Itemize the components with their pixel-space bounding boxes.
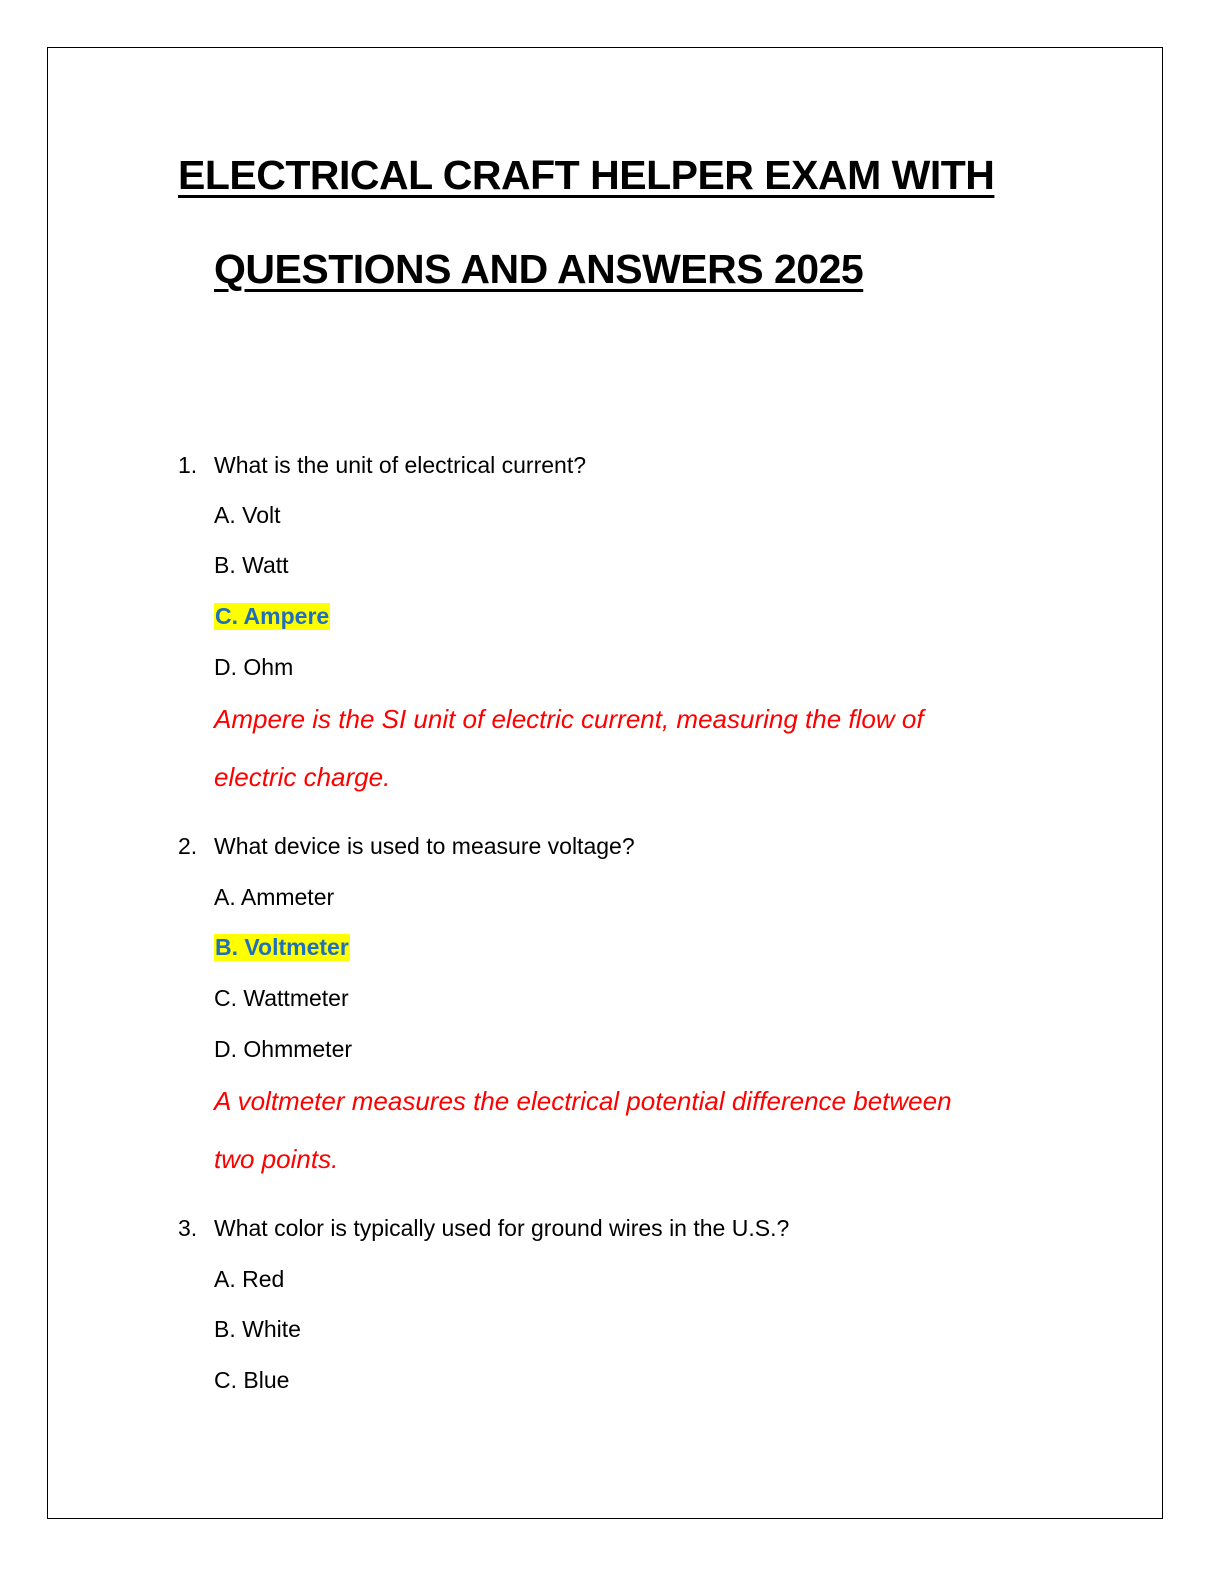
question-text: What is the unit of electrical current?: [214, 452, 586, 478]
question-2-option-c: C. Wattmeter: [214, 985, 349, 1011]
question-text: What color is typically used for ground wires in the U.S.?: [214, 1215, 790, 1241]
page-title-line-1: ELECTRICAL CRAFT HELPER EXAM WITH: [178, 152, 995, 198]
question-text: What device is used to measure voltage?: [214, 833, 635, 859]
question-1: [178, 452, 586, 479]
question-1-explanation-line-2: electric charge.: [214, 762, 391, 792]
question-1-explanation-line-1: Ampere is the SI unit of electric current, measuring the flow of: [214, 704, 924, 734]
question-3: [178, 1215, 789, 1242]
question-2-option-a: A. Ammeter: [214, 884, 335, 910]
question-1-option-c-correct: C. Ampere: [215, 603, 330, 629]
question-3-option-c: C. Blue: [214, 1367, 290, 1393]
question-1-option-d: D. Ohm: [214, 654, 294, 680]
question-2-explanation-line-1: A voltmeter measures the electrical potential difference between: [214, 1086, 952, 1116]
page-title-line-2: QUESTIONS AND ANSWERS 2025: [214, 246, 864, 292]
question-2-option-d: D. Ohmmeter: [214, 1036, 353, 1062]
question-2-option-b-correct: B. Voltmeter: [215, 934, 349, 960]
question-2: [178, 833, 635, 860]
question-2-explanation-line-2: two points.: [214, 1144, 339, 1174]
question-1-option-b: B. Watt: [214, 552, 289, 578]
question-3-option-b: B. White: [214, 1316, 301, 1342]
question-number: 1.: [178, 452, 198, 478]
question-1-option-a: A. Volt: [214, 502, 281, 528]
question-number: 2.: [178, 833, 198, 859]
question-3-option-a: A. Red: [214, 1266, 285, 1292]
question-number: 3.: [178, 1215, 198, 1241]
